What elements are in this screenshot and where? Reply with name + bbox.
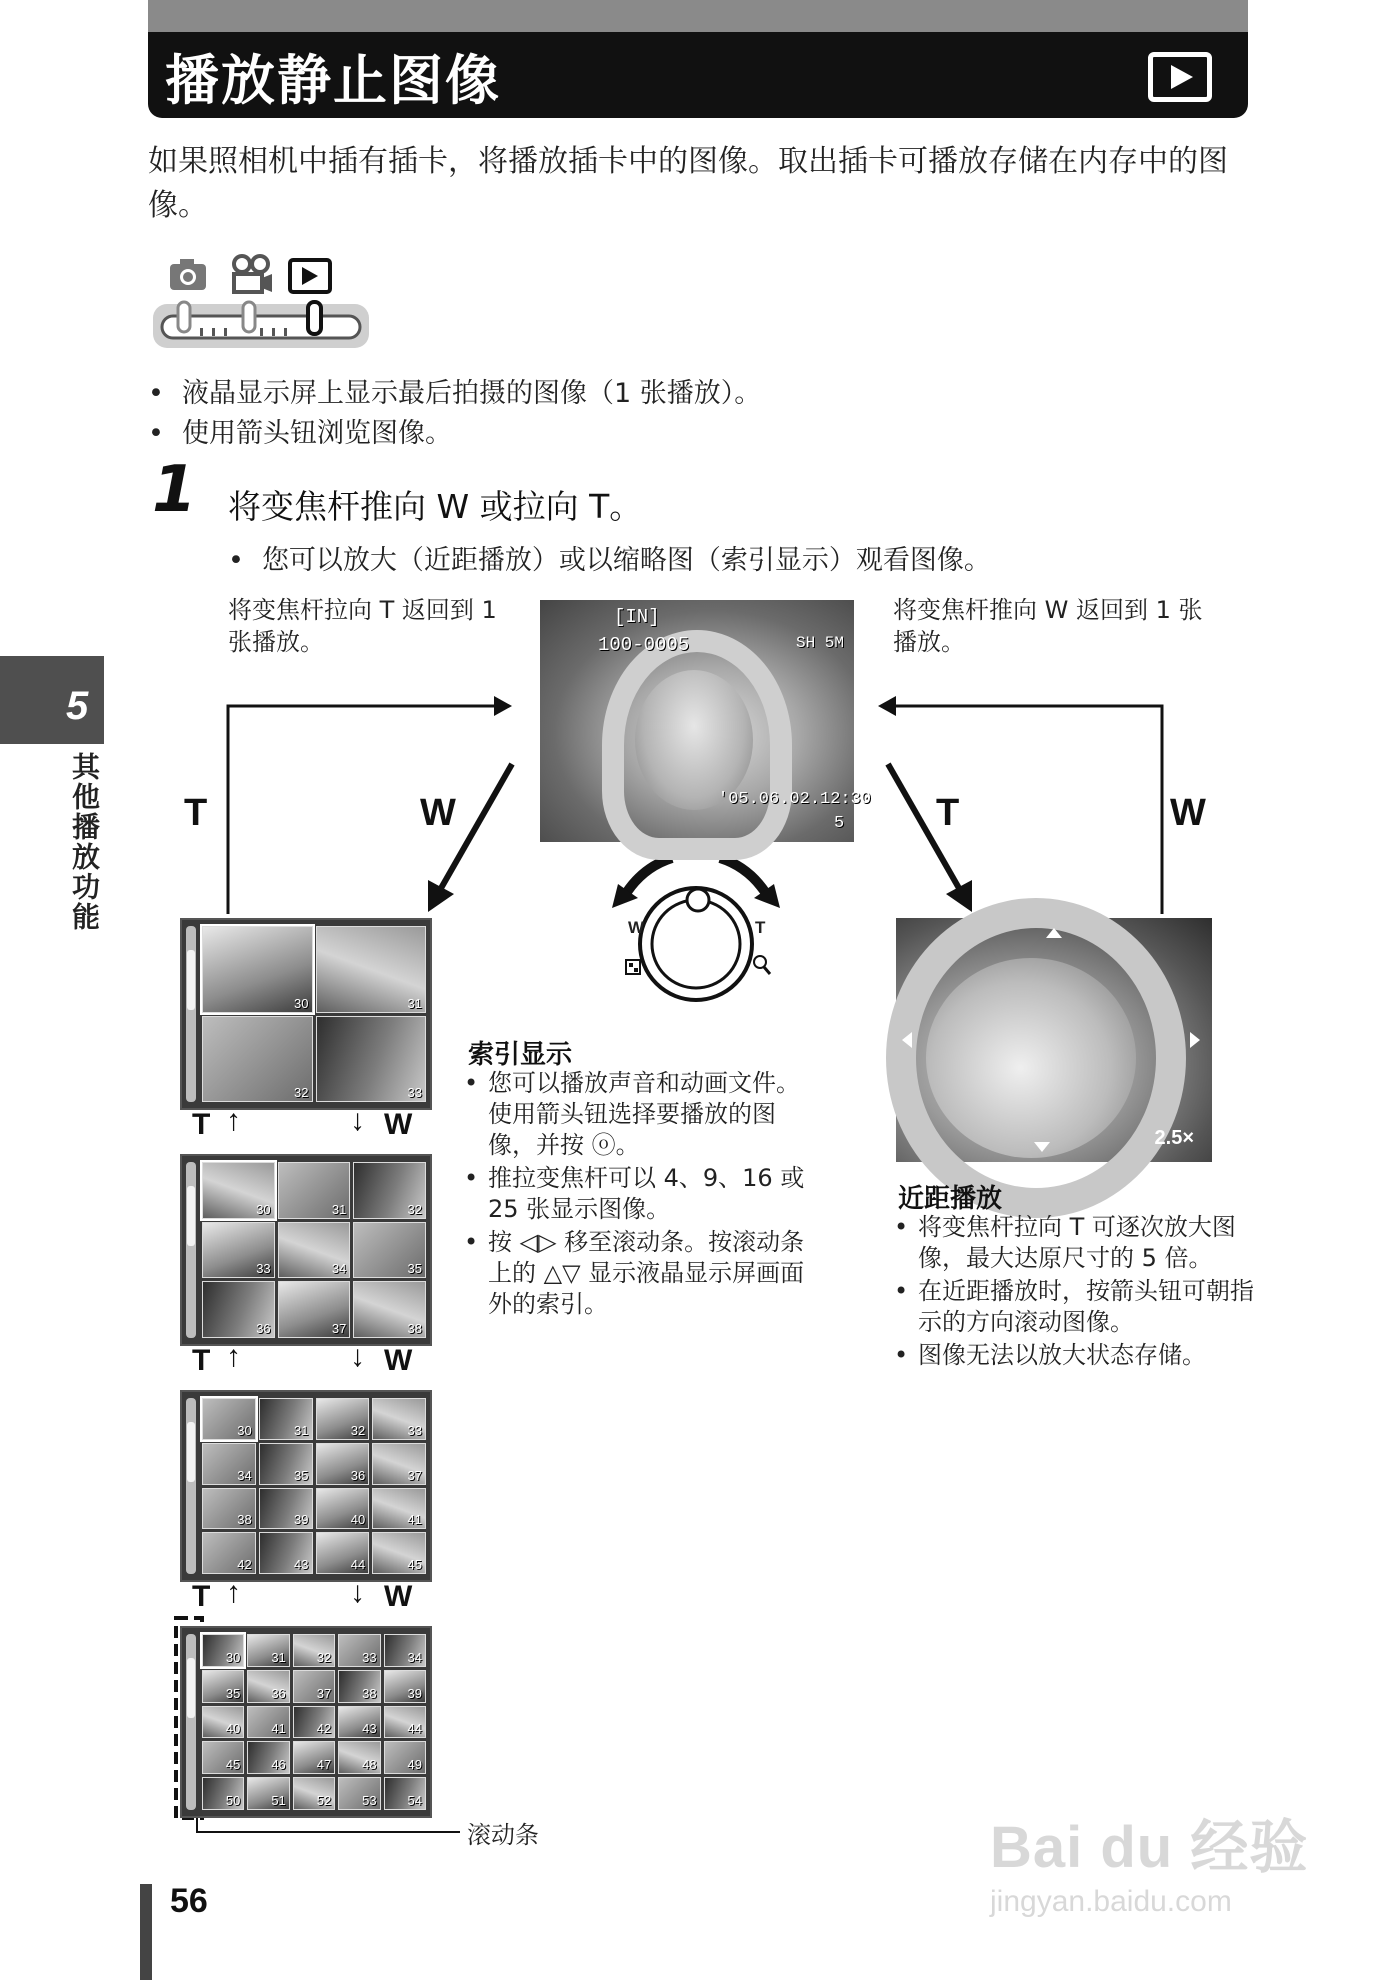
thumbnail-number: 33 xyxy=(362,1649,377,1665)
thumbnail-number: 34 xyxy=(237,1467,252,1483)
thumbnail-number: 41 xyxy=(407,1512,422,1528)
scroll-thumb[interactable] xyxy=(187,1422,195,1482)
arrow-down-icon: ↓ xyxy=(350,1340,365,1373)
thumbnail[interactable] xyxy=(316,1488,370,1530)
thumbnail[interactable] xyxy=(316,1443,370,1485)
thumbnail[interactable] xyxy=(202,1670,244,1703)
chapter-title: 其他播放功能 xyxy=(68,752,101,932)
index-display-heading: 索引显示 xyxy=(468,1040,573,1070)
close-up-list xyxy=(892,1212,1262,1373)
thumbnail-number: 30 xyxy=(237,1422,252,1438)
label-w-left: W xyxy=(420,792,456,834)
arrow-t-to-single xyxy=(228,706,500,914)
grid-transition-2 xyxy=(184,1340,434,1384)
chapter-number: 5 xyxy=(66,684,89,728)
thumbnail-number: 35 xyxy=(407,1261,422,1277)
frame-number: 5 xyxy=(834,814,845,833)
index-item: • 按 ◁▷ 移至滚动条。按滚动条上的 △▽ 显示液晶显示屏画面外的索引。 xyxy=(462,1227,822,1320)
lever-t-label: T xyxy=(755,918,766,937)
thumbnail[interactable] xyxy=(202,1281,275,1338)
thumbnail[interactable] xyxy=(278,1281,351,1338)
thumbnail[interactable] xyxy=(202,1777,244,1810)
thumbnail-number: 54 xyxy=(407,1792,422,1808)
thumbnail-number: 52 xyxy=(316,1792,332,1808)
thumbnail-number: 47 xyxy=(316,1757,332,1773)
thumbnail[interactable] xyxy=(202,1016,313,1103)
thumbnail[interactable] xyxy=(384,1777,426,1810)
thumbnail-number: 32 xyxy=(350,1422,366,1438)
thumbnail-number: 39 xyxy=(407,1685,422,1701)
thumbnail[interactable] xyxy=(247,1777,289,1810)
thumbnail[interactable] xyxy=(372,1532,426,1574)
index-item: • 推拉变焦杆可以 4、9、16 或 25 张显示图像。 xyxy=(462,1163,822,1225)
thumbnail[interactable] xyxy=(202,1634,244,1667)
index-grid-4 xyxy=(180,918,432,1110)
thumbnail-number: 33 xyxy=(256,1261,271,1277)
thumbnail-number: 45 xyxy=(407,1557,422,1572)
thumbnail-number: 32 xyxy=(316,1649,332,1665)
thumbnail[interactable] xyxy=(247,1706,289,1739)
return-from-index-label: 将变焦杆拉向 T 返回到 1 张播放。 xyxy=(228,596,497,656)
bullet-item: • 使用箭头钮浏览图像。 xyxy=(148,414,761,454)
thumbnail-number: 30 xyxy=(225,1649,241,1665)
thumbnail[interactable] xyxy=(353,1281,426,1338)
thumbnail-number: 38 xyxy=(237,1512,252,1528)
chapter-tab xyxy=(0,656,104,744)
scrollbar-leader-line xyxy=(197,1818,460,1832)
step-number: 1 xyxy=(152,453,197,527)
arrow-down-icon: ↓ xyxy=(350,1576,365,1609)
thumbnail-number: 32 xyxy=(294,1085,309,1100)
thumbnail[interactable] xyxy=(293,1777,335,1810)
thumbnail[interactable] xyxy=(338,1670,380,1703)
page-number-bar xyxy=(140,1884,152,1980)
thumbnail[interactable] xyxy=(259,1488,313,1530)
thumbnail[interactable] xyxy=(372,1443,426,1485)
index-grid-16 xyxy=(180,1390,432,1582)
thumbnail-number: 50 xyxy=(225,1792,241,1808)
thumbnail-number: 38 xyxy=(362,1685,377,1701)
thumbnail-number: 34 xyxy=(407,1649,422,1665)
thumbnail-number: 32 xyxy=(407,1201,422,1217)
return-from-zoom-label: 将变焦杆推向 W 返回到 1 张播放。 xyxy=(893,596,1203,656)
thumbnail[interactable] xyxy=(353,1162,426,1219)
thumbnail-number: 43 xyxy=(294,1557,309,1572)
thumbnail[interactable] xyxy=(293,1706,335,1739)
datetime-tag: '05.06.02.12:30 xyxy=(718,790,872,809)
thumbnail-number: 40 xyxy=(225,1721,241,1737)
thumbnail[interactable] xyxy=(384,1706,426,1739)
thumbnail-number: 43 xyxy=(362,1721,377,1737)
thumbnail-number: 37 xyxy=(407,1467,422,1483)
step-title: 将变焦杆推向 W 或拉向 T。 xyxy=(228,487,643,526)
scroll-thumb[interactable] xyxy=(187,950,195,1010)
thumbnail[interactable] xyxy=(384,1634,426,1667)
transition-w: W xyxy=(384,1108,413,1141)
scroll-up-indicator xyxy=(1046,928,1062,938)
thumbnail-number: 44 xyxy=(407,1721,422,1737)
thumbnail[interactable] xyxy=(202,1488,256,1530)
thumbnail[interactable] xyxy=(247,1634,289,1667)
thumbnail-number: 51 xyxy=(271,1792,286,1808)
page-number: 56 xyxy=(170,1882,208,1920)
lever-w-label: W xyxy=(628,918,645,937)
thumbnail[interactable] xyxy=(278,1162,351,1219)
thumbnail-number: 36 xyxy=(350,1467,366,1483)
thumbnail[interactable] xyxy=(316,1532,370,1574)
thumbnail[interactable] xyxy=(278,1222,351,1279)
scroll-right-indicator xyxy=(1190,1032,1200,1048)
scrollbar[interactable] xyxy=(186,1634,196,1810)
thumbnail[interactable] xyxy=(202,1162,275,1219)
thumbnail[interactable] xyxy=(202,1741,244,1774)
bullet-item: • 液晶显示屏上显示最后拍摄的图像（1 张播放）。 xyxy=(148,374,761,414)
arrow-up-icon: ↑ xyxy=(226,1340,241,1373)
step-subtext: • 您可以放大（近距播放）或以缩略图（索引显示）观看图像。 xyxy=(228,538,991,577)
thumbnail-number: 31 xyxy=(294,1422,309,1438)
thumbnail-number: 46 xyxy=(271,1757,286,1773)
transition-t: T xyxy=(192,1580,211,1613)
close-up-item: • 将变焦杆拉向 T 可逐次放大图像，最大达原尺寸的 5 倍。 xyxy=(892,1212,1262,1274)
thumbnail[interactable] xyxy=(202,1532,256,1574)
thumbnail[interactable] xyxy=(259,1398,313,1440)
close-up-item: • 在近距播放时，按箭头钮可朝指示的方向滚动图像。 xyxy=(892,1276,1262,1338)
thumbnail-number: 41 xyxy=(271,1721,286,1737)
thumbnail-number: 35 xyxy=(225,1685,241,1701)
thumbnail[interactable] xyxy=(247,1741,289,1774)
close-up-playback-screen xyxy=(896,918,1212,1162)
thumbnail[interactable] xyxy=(338,1706,380,1739)
label-t-right: T xyxy=(936,792,960,834)
thumbnail-number: 39 xyxy=(294,1512,309,1528)
arrow-w-to-single xyxy=(890,706,1162,914)
thumbnail[interactable] xyxy=(202,1443,256,1485)
thumbnail-number: 40 xyxy=(350,1512,366,1528)
transition-t: T xyxy=(192,1108,211,1141)
index-grid-25 xyxy=(180,1626,432,1818)
index-display-list xyxy=(462,1068,822,1322)
thumbnail[interactable] xyxy=(353,1222,426,1279)
thumbnail[interactable] xyxy=(372,1488,426,1530)
thumbnail-number: 42 xyxy=(237,1557,252,1572)
thumbnail-number: 36 xyxy=(256,1321,271,1336)
thumbnail[interactable] xyxy=(338,1777,380,1810)
scrollbar[interactable] xyxy=(186,926,196,1102)
scroll-thumb[interactable] xyxy=(187,1186,195,1246)
thumbnail-number: 33 xyxy=(407,1085,422,1100)
transition-t: T xyxy=(192,1344,211,1377)
thumbnail[interactable] xyxy=(202,1222,275,1279)
arrow-down-icon: ↓ xyxy=(350,1104,365,1137)
thumbnail-number: 36 xyxy=(271,1685,286,1701)
thumbnail-number: 31 xyxy=(271,1649,286,1665)
thumbnail[interactable] xyxy=(338,1634,380,1667)
thumbnail[interactable] xyxy=(384,1741,426,1774)
thumbnail-number: 48 xyxy=(362,1757,377,1773)
transition-w: W xyxy=(384,1344,413,1377)
index-item: • 您可以播放声音和动画文件。使用箭头钮选择要播放的图像，并按 ⓞ。 xyxy=(462,1068,822,1161)
thumbnail-number: 37 xyxy=(331,1321,347,1336)
intro-text: 如果照相机中插有插卡，将播放插卡中的图像。取出插卡可播放存储在内存中的图像。 xyxy=(148,144,1228,223)
thumbnail-number: 35 xyxy=(294,1467,309,1483)
thumbnail-number: 34 xyxy=(331,1261,347,1277)
thumbnail[interactable] xyxy=(247,1670,289,1703)
thumbnail-number: 44 xyxy=(350,1557,366,1572)
transition-w: W xyxy=(384,1580,413,1613)
thumbnail[interactable] xyxy=(338,1741,380,1774)
memory-tag: [IN] xyxy=(614,606,660,628)
thumbnail[interactable] xyxy=(372,1398,426,1440)
thumbnail-number: 33 xyxy=(407,1422,422,1438)
thumbnail[interactable] xyxy=(293,1741,335,1774)
thumbnail-number: 31 xyxy=(407,995,422,1011)
label-t-left: T xyxy=(184,792,208,834)
thumbnail-number: 31 xyxy=(331,1201,347,1217)
file-number: 100-0005 xyxy=(598,634,690,656)
index-grid-9 xyxy=(180,1154,432,1346)
thumbnail-number: 53 xyxy=(362,1792,377,1808)
thumbnail[interactable] xyxy=(202,1398,256,1440)
single-playback-screen xyxy=(540,600,872,842)
scrollbar[interactable] xyxy=(186,1162,196,1338)
scrollbar[interactable] xyxy=(186,1398,196,1574)
thumbnail-number: 45 xyxy=(225,1757,241,1773)
thumbnail[interactable] xyxy=(316,1016,427,1103)
scroll-left-indicator xyxy=(902,1032,912,1048)
scroll-thumb[interactable] xyxy=(187,1658,195,1718)
thumbnail-number: 49 xyxy=(407,1757,422,1773)
thumbnail-number: 42 xyxy=(316,1721,332,1737)
scroll-down-indicator xyxy=(1034,1142,1050,1152)
thumbnail-number: 38 xyxy=(407,1321,422,1336)
thumbnail[interactable] xyxy=(202,1706,244,1739)
thumbnail[interactable] xyxy=(293,1670,335,1703)
watermark-url: jingyan.baidu.com xyxy=(990,1885,1232,1918)
thumbnail-number: 37 xyxy=(316,1685,332,1701)
arrow-up-icon: ↑ xyxy=(226,1104,241,1137)
watermark-logo: Bai du 经验 xyxy=(990,1815,1309,1880)
thumbnail[interactable] xyxy=(259,1532,313,1574)
thumbnail-number: 30 xyxy=(294,995,309,1011)
thumbnail[interactable] xyxy=(384,1670,426,1703)
thumbnail[interactable] xyxy=(316,926,427,1013)
scrollbar-caption: 滚动条 xyxy=(467,1821,539,1849)
arrow-up-icon: ↑ xyxy=(226,1576,241,1609)
quality-tag: SH 5M xyxy=(796,634,845,652)
thumbnail[interactable] xyxy=(316,1398,370,1440)
thumbnail-number: 30 xyxy=(256,1201,271,1217)
grid-transition-1 xyxy=(184,1104,434,1148)
close-up-heading: 近距播放 xyxy=(898,1184,1003,1214)
thumbnail[interactable] xyxy=(293,1634,335,1667)
thumbnail[interactable] xyxy=(259,1443,313,1485)
close-up-item: • 图像无法以放大状态存储。 xyxy=(892,1340,1262,1371)
page-title: 播放静止图像 xyxy=(165,49,501,112)
zoom-factor: 2.5× xyxy=(1154,1127,1194,1149)
label-w-right: W xyxy=(1170,792,1206,834)
thumbnail[interactable] xyxy=(202,926,313,1013)
grid-transition-3 xyxy=(184,1576,434,1620)
